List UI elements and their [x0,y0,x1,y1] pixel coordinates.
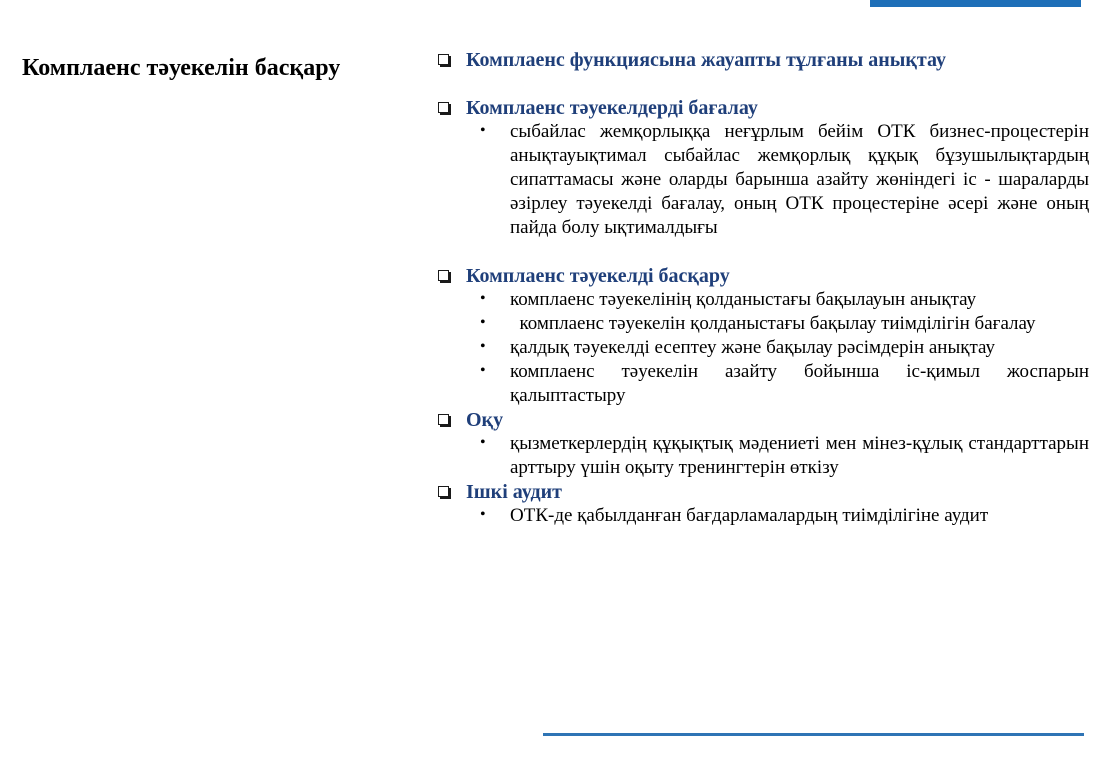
section-heading-text: Ішкі аудит [466,481,562,503]
checkbox-bullet-icon [438,102,449,113]
checkbox-bullet-icon [438,270,449,281]
bullet-dot-icon: • [480,314,486,331]
bullet-dot-icon: • [480,434,486,451]
section-responsible-person [435,48,1089,72]
section-heading [435,48,1089,72]
bottom-divider-line [543,733,1084,736]
bullet-dot-icon: • [480,338,486,355]
list-item [480,120,1089,240]
list-item [480,360,1089,408]
bullet-list [435,504,1089,528]
slide-title: Комплаенс тәуекелін басқару [22,55,341,82]
section-heading-text: Комплаенс тәуекелді басқару [466,265,730,287]
section-heading-text: Оқу [466,409,504,431]
list-item [480,288,1089,312]
content-area [435,48,1089,528]
bullet-dot-icon: • [480,122,486,139]
list-item [480,504,1089,528]
section-risk-assessment [435,96,1089,240]
section-heading-text: Комплаенс функциясына жауапты тұлғаны анықтау [466,49,946,71]
list-item [480,432,1089,480]
bullet-list [435,120,1089,240]
section-heading [435,408,1089,432]
bullet-list [435,432,1089,480]
list-item-text: сыбайлас жемқорлыққа неғұрлым бейім ОТК бизнес-процестерін анықтауықтимал сыбайлас жемқорлық құқық бұзушылықтардың сипаттамасы және оларды барынша азайту жөніндегі іс - шараларды әзірлеу тәуекелді бағалау, оның ОТК процестеріне әсері және оның пайда болу ықтималдығы [510,121,1089,238]
bullet-dot-icon: • [480,290,486,307]
section-heading [435,96,1089,120]
section-risk-management [435,264,1089,408]
list-item [480,336,1089,360]
checkbox-bullet-icon [438,486,449,497]
list-item-text: комплаенс тәуекелін қолданыстағы бақылау тиімділігін бағалау [510,313,1036,334]
top-accent-bar [870,0,1081,7]
list-item [480,312,1089,336]
checkbox-bullet-icon [438,414,449,425]
section-heading-text: Комплаенс тәуекелдерді бағалау [466,97,758,119]
list-item-text: ОТК-де қабылданған бағдарламалардың тиімділігіне аудит [510,505,989,526]
section-heading [435,264,1089,288]
list-item-text: комплаенс тәуекелін азайту бойынша іс-қимыл жоспарын қалыптастыру [510,361,1089,406]
section-heading [435,480,1089,504]
bullet-dot-icon: • [480,362,486,379]
checkbox-bullet-icon [438,54,449,65]
list-item-text: комплаенс тәуекелінің қолданыстағы бақылауын анықтау [510,289,977,310]
section-training [435,408,1089,480]
list-item-text: қалдық тәуекелді есептеу және бақылау рәсімдерін анықтау [510,337,995,358]
section-internal-audit [435,480,1089,528]
bullet-list [435,288,1089,408]
bullet-dot-icon: • [480,506,486,523]
list-item-text: қызметкерлердің құқықтық мәдениеті мен мінез-құлық стандарттарын арттыру үшін оқыту тренингтерін өткізу [510,433,1089,478]
